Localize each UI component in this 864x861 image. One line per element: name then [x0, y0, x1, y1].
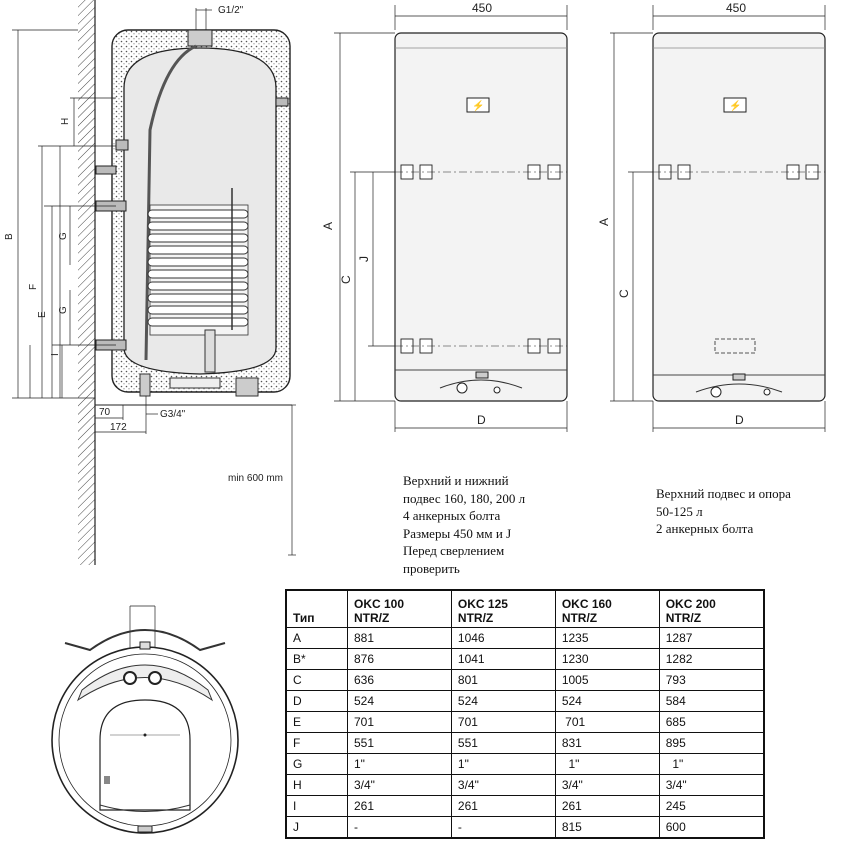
table-cell: G [286, 754, 348, 775]
table-row [286, 775, 764, 796]
table-cell: 551 [451, 733, 555, 754]
table-cell: 895 [659, 733, 764, 754]
table-cell: C [286, 670, 348, 691]
dimension-table [285, 589, 765, 839]
table-cell: 831 [555, 733, 659, 754]
table-row [286, 670, 764, 691]
pipe-offset-label: 172 [110, 422, 127, 433]
note-line: подвес 160, 180, 200 л [403, 490, 526, 506]
table-cell: 1046 [451, 628, 555, 649]
front1-label-icon: ⚡ [472, 101, 485, 112]
front2-label-icon: ⚡ [729, 101, 742, 112]
table-row [286, 733, 764, 754]
front2-dim-a: A [597, 217, 611, 226]
front-view-1 [321, 1, 567, 432]
table-cell: 1" [348, 754, 452, 775]
table-cell: 701 [451, 712, 555, 733]
front2-dim-c: C [617, 289, 631, 298]
table-cell: 815 [555, 817, 659, 839]
table-cell: 1282 [659, 649, 764, 670]
front2-body [653, 33, 825, 401]
table-cell: J [286, 817, 348, 839]
mounting-note-small [656, 485, 791, 538]
table-cell: 1" [451, 754, 555, 775]
table-cell: 881 [348, 628, 452, 649]
front1-dim-j: J [357, 256, 371, 262]
table-cell: 551 [348, 733, 452, 754]
front1-dim-c: C [339, 275, 353, 284]
front1-dim-a: A [321, 221, 335, 230]
heat-exchanger-coil [148, 188, 248, 335]
table-cell: I [286, 796, 348, 817]
wall-offset-label: 70 [99, 407, 111, 418]
front2-width-label: 450 [726, 1, 747, 15]
floor-clearance-label: min 600 mm [228, 473, 284, 484]
table-cell: E [286, 712, 348, 733]
table-cell: 701 [348, 712, 452, 733]
side-view [4, 0, 296, 565]
header-model: OKC 160 NTR/Z [555, 590, 659, 628]
table-cell: 600 [659, 817, 764, 839]
front1-width-label: 450 [472, 1, 493, 15]
table-cell: 636 [348, 670, 452, 691]
dim-letter-e: E [37, 311, 48, 318]
table-row [286, 817, 764, 839]
table-cell: 1" [555, 754, 659, 775]
table-cell: - [451, 817, 555, 839]
dim-letter-i: I [50, 353, 61, 356]
table-cell: 245 [659, 796, 764, 817]
table-cell: A [286, 628, 348, 649]
table-cell: 1005 [555, 670, 659, 691]
note-line: 4 анкерных болта [403, 508, 501, 523]
mounting-note-large [403, 472, 525, 577]
table-row [286, 712, 764, 733]
table-cell: 1287 [659, 628, 764, 649]
table-cell: 3/4" [451, 775, 555, 796]
table-row [286, 691, 764, 712]
table-cell: 1230 [555, 649, 659, 670]
front2-dim-d: D [735, 413, 744, 427]
table-cell: 261 [348, 796, 452, 817]
table-row [286, 649, 764, 670]
table-cell: - [348, 817, 452, 839]
table-cell: 261 [451, 796, 555, 817]
table-cell: 3/4" [555, 775, 659, 796]
header-model: OKC 200 NTR/Z [659, 590, 764, 628]
dim-letter-f: F [28, 283, 39, 290]
header-model: OKC 125 NTR/Z [451, 590, 555, 628]
header-type: Тип [286, 590, 348, 628]
note-line: 50-125 л [656, 503, 703, 519]
table-cell: 1235 [555, 628, 659, 649]
dim-letter-g-upper: G [58, 232, 69, 240]
header-model: OKC 100 NTR/Z [348, 590, 452, 628]
table-row [286, 628, 764, 649]
table-row [286, 754, 764, 775]
dim-letter-b: B [4, 233, 15, 240]
table-cell: 701 [555, 712, 659, 733]
note-line: проверить [403, 560, 460, 576]
pipe-thread-label: G1/2" [218, 5, 244, 16]
table-cell: H [286, 775, 348, 796]
table-row [286, 796, 764, 817]
table-cell: 793 [659, 670, 764, 691]
top-view [52, 606, 238, 833]
wall-hatch [78, 0, 95, 405]
table-header-row [286, 590, 764, 628]
bottom-thread-label: G3/4" [160, 409, 186, 420]
table-cell: 3/4" [348, 775, 452, 796]
table-cell: 524 [348, 691, 452, 712]
table-cell: 801 [451, 670, 555, 691]
table-cell: 1" [659, 754, 764, 775]
note-line: Перед сверлением [403, 543, 505, 558]
table-cell: 1041 [451, 649, 555, 670]
table-cell: F [286, 733, 348, 754]
table-cell: B* [286, 649, 348, 670]
table-cell: 876 [348, 649, 452, 670]
note-line: 2 анкерных болта [656, 521, 754, 536]
dim-letter-g-lower: G [58, 306, 69, 314]
table-cell: 685 [659, 712, 764, 733]
dim-letter-h: H [60, 117, 71, 125]
front-view-2 [597, 1, 825, 432]
table-cell: 524 [555, 691, 659, 712]
note-line: Верхний и нижний [403, 473, 509, 488]
note-line: Размеры 450 мм и J [403, 525, 512, 541]
table-cell: 524 [451, 691, 555, 712]
table-cell: D [286, 691, 348, 712]
table-cell: 261 [555, 796, 659, 817]
table-cell: 584 [659, 691, 764, 712]
table-cell: 3/4" [659, 775, 764, 796]
note-line: Верхний подвес и опора [656, 486, 791, 501]
front1-dim-d: D [477, 413, 486, 427]
